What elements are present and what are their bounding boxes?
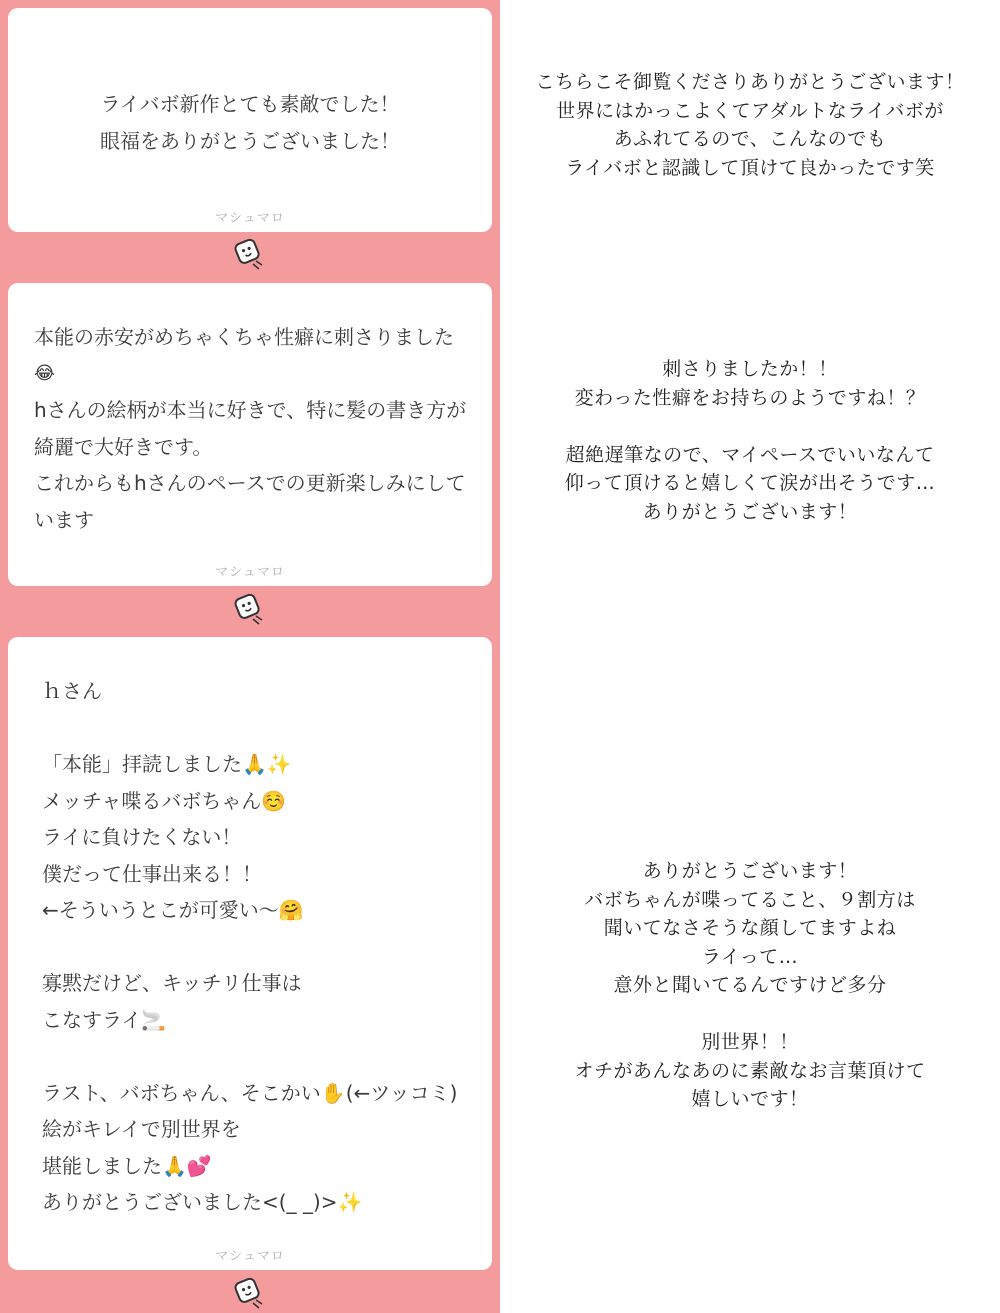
question-line: 寡黙だけど、キッチリ仕事は [42, 971, 302, 995]
reply-line: バボちゃんが喋ってること、９割方は [584, 888, 916, 911]
question-line: ライに負けたくない！ [42, 825, 242, 849]
reply-text-2 [500, 355, 1000, 526]
question-line: こなすライ🚬 [42, 1007, 167, 1032]
question-line: ←そういうとこが可愛い〜🤗 [42, 898, 304, 922]
question-line: hさんの絵柄が本当に好きで、特に髪の書き方が [34, 398, 467, 422]
reply-line: 刺さりましたか！！ [662, 358, 838, 380]
reply-text-1 [500, 68, 1000, 182]
question-line: 眼福をありがとうございました！ [100, 128, 400, 153]
question-card-2 [8, 283, 492, 586]
reply-line: 超絶遅筆なので、マイペースでいいなんて [565, 443, 935, 466]
question-line: ｈさん [42, 679, 102, 703]
reply-line: 意外と聞いてるんですけど多分 [613, 974, 887, 996]
question-line: ラスト、バボちゃん、そこかい✋(←ツッコミ) [42, 1080, 458, 1105]
marshmallow-mascot-icon [232, 1274, 268, 1310]
brand-label: マシュマロ [215, 211, 285, 226]
question-card-3 [8, 637, 492, 1270]
question-line: 絵がキレイで別世界を [42, 1117, 241, 1141]
reply-line: オチがあんなあのに素敵なお言葉頂けて [574, 1059, 926, 1082]
brand-label: マシュマロ [215, 565, 285, 580]
question-text-3 [42, 673, 492, 1221]
question-line: これからもhさんのペースでの更新楽しみにして [34, 471, 466, 495]
question-line: 😂 [34, 362, 56, 384]
reply-line [500, 412, 1000, 441]
reply-line: 仰って頂けると嬉しくて涙が出そうです… [564, 472, 936, 494]
reply-text-3 [500, 857, 1000, 1114]
question-line [42, 929, 492, 966]
reply-line: 変わった性癖をお持ちのようですね！？ [574, 386, 926, 409]
question-line: います [34, 507, 94, 532]
marshmallow-mascot-icon [232, 590, 268, 626]
reply-line: ライって… [701, 945, 799, 968]
question-line: ライバボ新作とても素敵でした！ [100, 92, 400, 116]
reply-line [500, 1000, 1000, 1029]
reply-line: 嬉しいです！ [691, 1088, 809, 1110]
question-line: ありがとうございました<(_ _)>✨ [42, 1190, 363, 1214]
reply-line: 別世界！！ [701, 1031, 799, 1053]
reply-line: 聞いてなさそうな顔してますよね [603, 917, 897, 939]
reply-line: こちらこそ御覧くださりありがとうございます！ [535, 71, 965, 93]
marshmallow-mascot-icon [232, 235, 268, 271]
question-line: 綺麗で大好きです。 [34, 434, 213, 459]
question-line: 本能の赤安がめちゃくちゃ性癖に刺さりました [34, 325, 454, 349]
question-line [42, 1038, 492, 1075]
question-text-2 [34, 319, 492, 538]
question-line: 堪能しました🙏💕 [42, 1153, 212, 1178]
brand-label: マシュマロ [215, 1249, 285, 1264]
question-line [42, 710, 492, 747]
question-line: 僕だって仕事出来る！！ [42, 861, 262, 886]
question-card-1 [8, 8, 492, 232]
reply-line: ありがとうございます！ [642, 860, 858, 882]
reply-line: あふれてるので、こんなのでも [613, 128, 887, 150]
reply-line: ライバボと認識して頂けて良かったです笑 [565, 156, 935, 179]
reply-line: ありがとうございます！ [642, 500, 858, 523]
question-text-1 [8, 86, 492, 159]
question-line: メッチャ喋るバボちゃん☺️ [42, 788, 287, 813]
question-line: 「本能」拝読しました🙏✨ [42, 752, 292, 776]
reply-line: 世界にはかっこよくてアダルトなライバボが [556, 99, 944, 122]
